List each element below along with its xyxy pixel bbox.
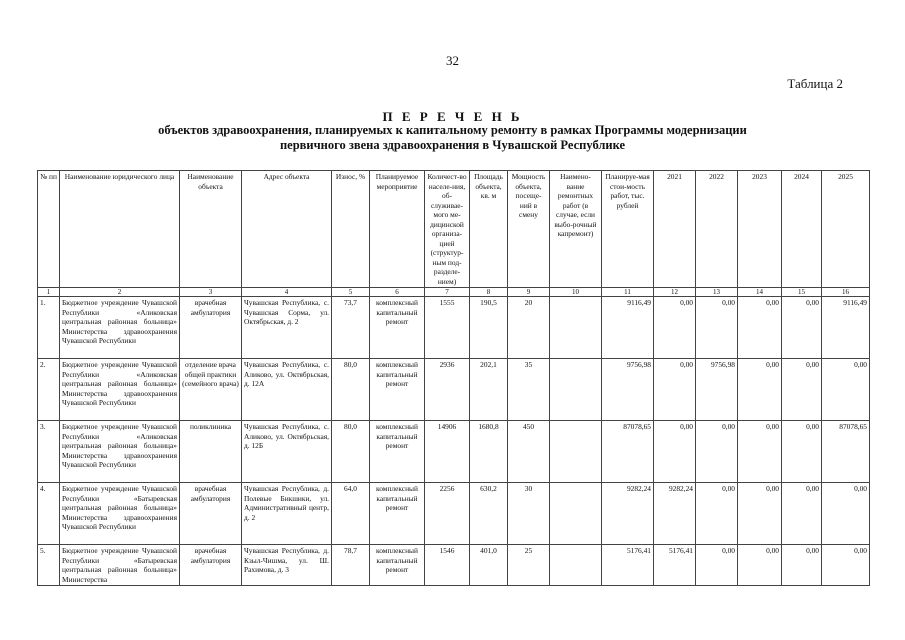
- cell-2024: 0,00: [782, 421, 822, 483]
- cell-2024: 0,00: [782, 483, 822, 545]
- cell-2025: 0,00: [822, 545, 870, 586]
- col-number: 16: [822, 288, 870, 297]
- cell-cost: 9282,24: [602, 483, 654, 545]
- cell-2021: 0,00: [654, 421, 696, 483]
- cell-2021: 9282,24: [654, 483, 696, 545]
- col-number: 6: [370, 288, 425, 297]
- cell-object: врачебная амбулатория: [180, 545, 242, 586]
- cell-2025: 0,00: [822, 359, 870, 421]
- cell-2022: 9756,98: [696, 359, 738, 421]
- cell-object: поликлиника: [180, 421, 242, 483]
- col-number: 10: [550, 288, 602, 297]
- cell-address: Чувашская Республика, с. Чувашская Сорма, ул. Октябрьская, д. 2: [242, 297, 332, 359]
- table-header-row: [38, 171, 870, 288]
- cell-measure: комплексный капитальный ремонт: [370, 483, 425, 545]
- cell-measure: комплексный капитальный ремонт: [370, 545, 425, 586]
- col-header-2021: 2021: [654, 171, 696, 288]
- col-header-works: Наимено-вание ремонтных работ (в случае, если выбо-рочный капремонт): [550, 171, 602, 288]
- cell-2024: 0,00: [782, 297, 822, 359]
- cell-capacity: 35: [508, 359, 550, 421]
- subtitle-line-2: первичного звена здравоохранения в Чувашской Республике: [279, 138, 626, 152]
- cell-entity: Бюджетное учреждение Чувашской Республики «Аликовская центральная районная больница» Министерства здравоохранения Чувашской Республики: [60, 297, 180, 359]
- col-number: 7: [425, 288, 470, 297]
- cell-capacity: 450: [508, 421, 550, 483]
- cell-capacity: 25: [508, 545, 550, 586]
- col-number: 4: [242, 288, 332, 297]
- cell-2024: 0,00: [782, 359, 822, 421]
- cell-address: Чувашская Республика, с. Аликово, ул. Октябрьская, д. 12Б: [242, 421, 332, 483]
- cell-2022: 0,00: [696, 421, 738, 483]
- cell-capacity: 30: [508, 483, 550, 545]
- cell-population: 1555: [425, 297, 470, 359]
- col-header-2022: 2022: [696, 171, 738, 288]
- col-header-area: Площадь объекта, кв. м: [470, 171, 508, 288]
- subtitle-line-1: объектов здравоохранения, планируемых к капитальному ремонту в рамках Программы модернизации: [158, 123, 747, 137]
- cell-2023: 0,00: [738, 545, 782, 586]
- col-header-cost: Планируе-мая стои-мость работ, тыс. рублей: [602, 171, 654, 288]
- col-header-population: Количест-во населе-ния, об-служивае-мого ме-дицинской организа-цией (структур-ным под-разделе-нием): [425, 171, 470, 288]
- cell-entity: Бюджетное учреждение Чувашской Республики «Батыревская центральная районная больница» Министерства здравоохранения Чувашской Республики: [60, 483, 180, 545]
- col-header-2023: 2023: [738, 171, 782, 288]
- cell-works: [550, 483, 602, 545]
- cell-entity: Бюджетное учреждение Чувашской Республики «Аликовская центральная районная больница» Министерства здравоохранения Чувашской Республики: [60, 359, 180, 421]
- cell-2021: 0,00: [654, 297, 696, 359]
- cell-cost: 5176,41: [602, 545, 654, 586]
- cell-object: врачебная амбулатория: [180, 297, 242, 359]
- col-header-2024: 2024: [782, 171, 822, 288]
- table-row: [38, 545, 870, 586]
- cell-area: 190,5: [470, 297, 508, 359]
- col-number: 2: [60, 288, 180, 297]
- cell-area: 401,0: [470, 545, 508, 586]
- cell-population: 2936: [425, 359, 470, 421]
- cell-population: 1546: [425, 545, 470, 586]
- cell-2025: 9116,49: [822, 297, 870, 359]
- table-label: Таблица 2: [787, 76, 843, 91]
- cell-number: 4.: [38, 483, 60, 545]
- cell-2025: 87078,65: [822, 421, 870, 483]
- cell-2023: 0,00: [738, 483, 782, 545]
- cell-measure: комплексный капитальный ремонт: [370, 359, 425, 421]
- col-header-capacity: Мощность объекта, посеще-ний в смену: [508, 171, 550, 288]
- cell-wear: 80,0: [332, 421, 370, 483]
- cell-works: [550, 421, 602, 483]
- cell-wear: 73,7: [332, 297, 370, 359]
- cell-works: [550, 359, 602, 421]
- table-row: [38, 421, 870, 483]
- cell-area: 202,1: [470, 359, 508, 421]
- col-number: 9: [508, 288, 550, 297]
- cell-works: [550, 297, 602, 359]
- cell-population: 14906: [425, 421, 470, 483]
- col-number: 12: [654, 288, 696, 297]
- cell-2022: 0,00: [696, 545, 738, 586]
- col-number: 14: [738, 288, 782, 297]
- cell-2021: 0,00: [654, 359, 696, 421]
- cell-cost: 9116,49: [602, 297, 654, 359]
- cell-2023: 0,00: [738, 297, 782, 359]
- cell-object: врачебная амбулатория: [180, 483, 242, 545]
- col-header-2025: 2025: [822, 171, 870, 288]
- cell-wear: 64,0: [332, 483, 370, 545]
- cell-number: 1.: [38, 297, 60, 359]
- col-header-wear: Износ, %: [332, 171, 370, 288]
- col-number: 1: [38, 288, 60, 297]
- col-number: 3: [180, 288, 242, 297]
- cell-measure: комплексный капитальный ремонт: [370, 421, 425, 483]
- table-row: [38, 359, 870, 421]
- cell-entity: Бюджетное учреждение Чувашской Республики «Батыревская центральная районная больница» Министерства: [60, 545, 180, 586]
- cell-number: 5.: [38, 545, 60, 586]
- cell-2022: 0,00: [696, 297, 738, 359]
- cell-population: 2256: [425, 483, 470, 545]
- column-numbers-row: [38, 288, 870, 297]
- col-header-object: Наименование объекта: [180, 171, 242, 288]
- col-number: 5: [332, 288, 370, 297]
- document-subtitle: [0, 123, 905, 153]
- cell-2022: 0,00: [696, 483, 738, 545]
- cell-number: 3.: [38, 421, 60, 483]
- page-number: 32: [446, 53, 459, 68]
- objects-table: [37, 170, 870, 586]
- cell-2023: 0,00: [738, 359, 782, 421]
- cell-2023: 0,00: [738, 421, 782, 483]
- cell-works: [550, 545, 602, 586]
- col-header-measure: Планируемое мероприятие: [370, 171, 425, 288]
- cell-measure: комплексный капитальный ремонт: [370, 297, 425, 359]
- col-number: 11: [602, 288, 654, 297]
- cell-cost: 87078,65: [602, 421, 654, 483]
- cell-area: 1680,8: [470, 421, 508, 483]
- cell-2025: 0,00: [822, 483, 870, 545]
- document-title: П Е Р Е Ч Е Н Ь: [382, 109, 523, 124]
- cell-wear: 80,0: [332, 359, 370, 421]
- cell-cost: 9756,98: [602, 359, 654, 421]
- cell-entity: Бюджетное учреждение Чувашской Республики «Аликовская центральная районная больница» Министерства здравоохранения Чувашской Республики: [60, 421, 180, 483]
- cell-address: Чувашская Республика, д. Кзыл-Чишма, ул. Ш. Рахимова, д. 3: [242, 545, 332, 586]
- cell-number: 2.: [38, 359, 60, 421]
- col-number: 13: [696, 288, 738, 297]
- col-number: 8: [470, 288, 508, 297]
- col-header-entity: Наименование юридического лица: [60, 171, 180, 288]
- table-row: [38, 483, 870, 545]
- cell-area: 630,2: [470, 483, 508, 545]
- col-header-number: № пп: [38, 171, 60, 288]
- cell-object: отделение врача общей практики (семейного врача): [180, 359, 242, 421]
- table-row: [38, 297, 870, 359]
- cell-2024: 0,00: [782, 545, 822, 586]
- cell-wear: 78,7: [332, 545, 370, 586]
- cell-2021: 5176,41: [654, 545, 696, 586]
- col-header-address: Адрес объекта: [242, 171, 332, 288]
- cell-address: Чувашская Республика, д. Полевые Бикшики, ул. Административный центр, д. 2: [242, 483, 332, 545]
- cell-capacity: 20: [508, 297, 550, 359]
- col-number: 15: [782, 288, 822, 297]
- cell-address: Чувашская Республика, с. Аликово, ул. Октябрьская, д. 12А: [242, 359, 332, 421]
